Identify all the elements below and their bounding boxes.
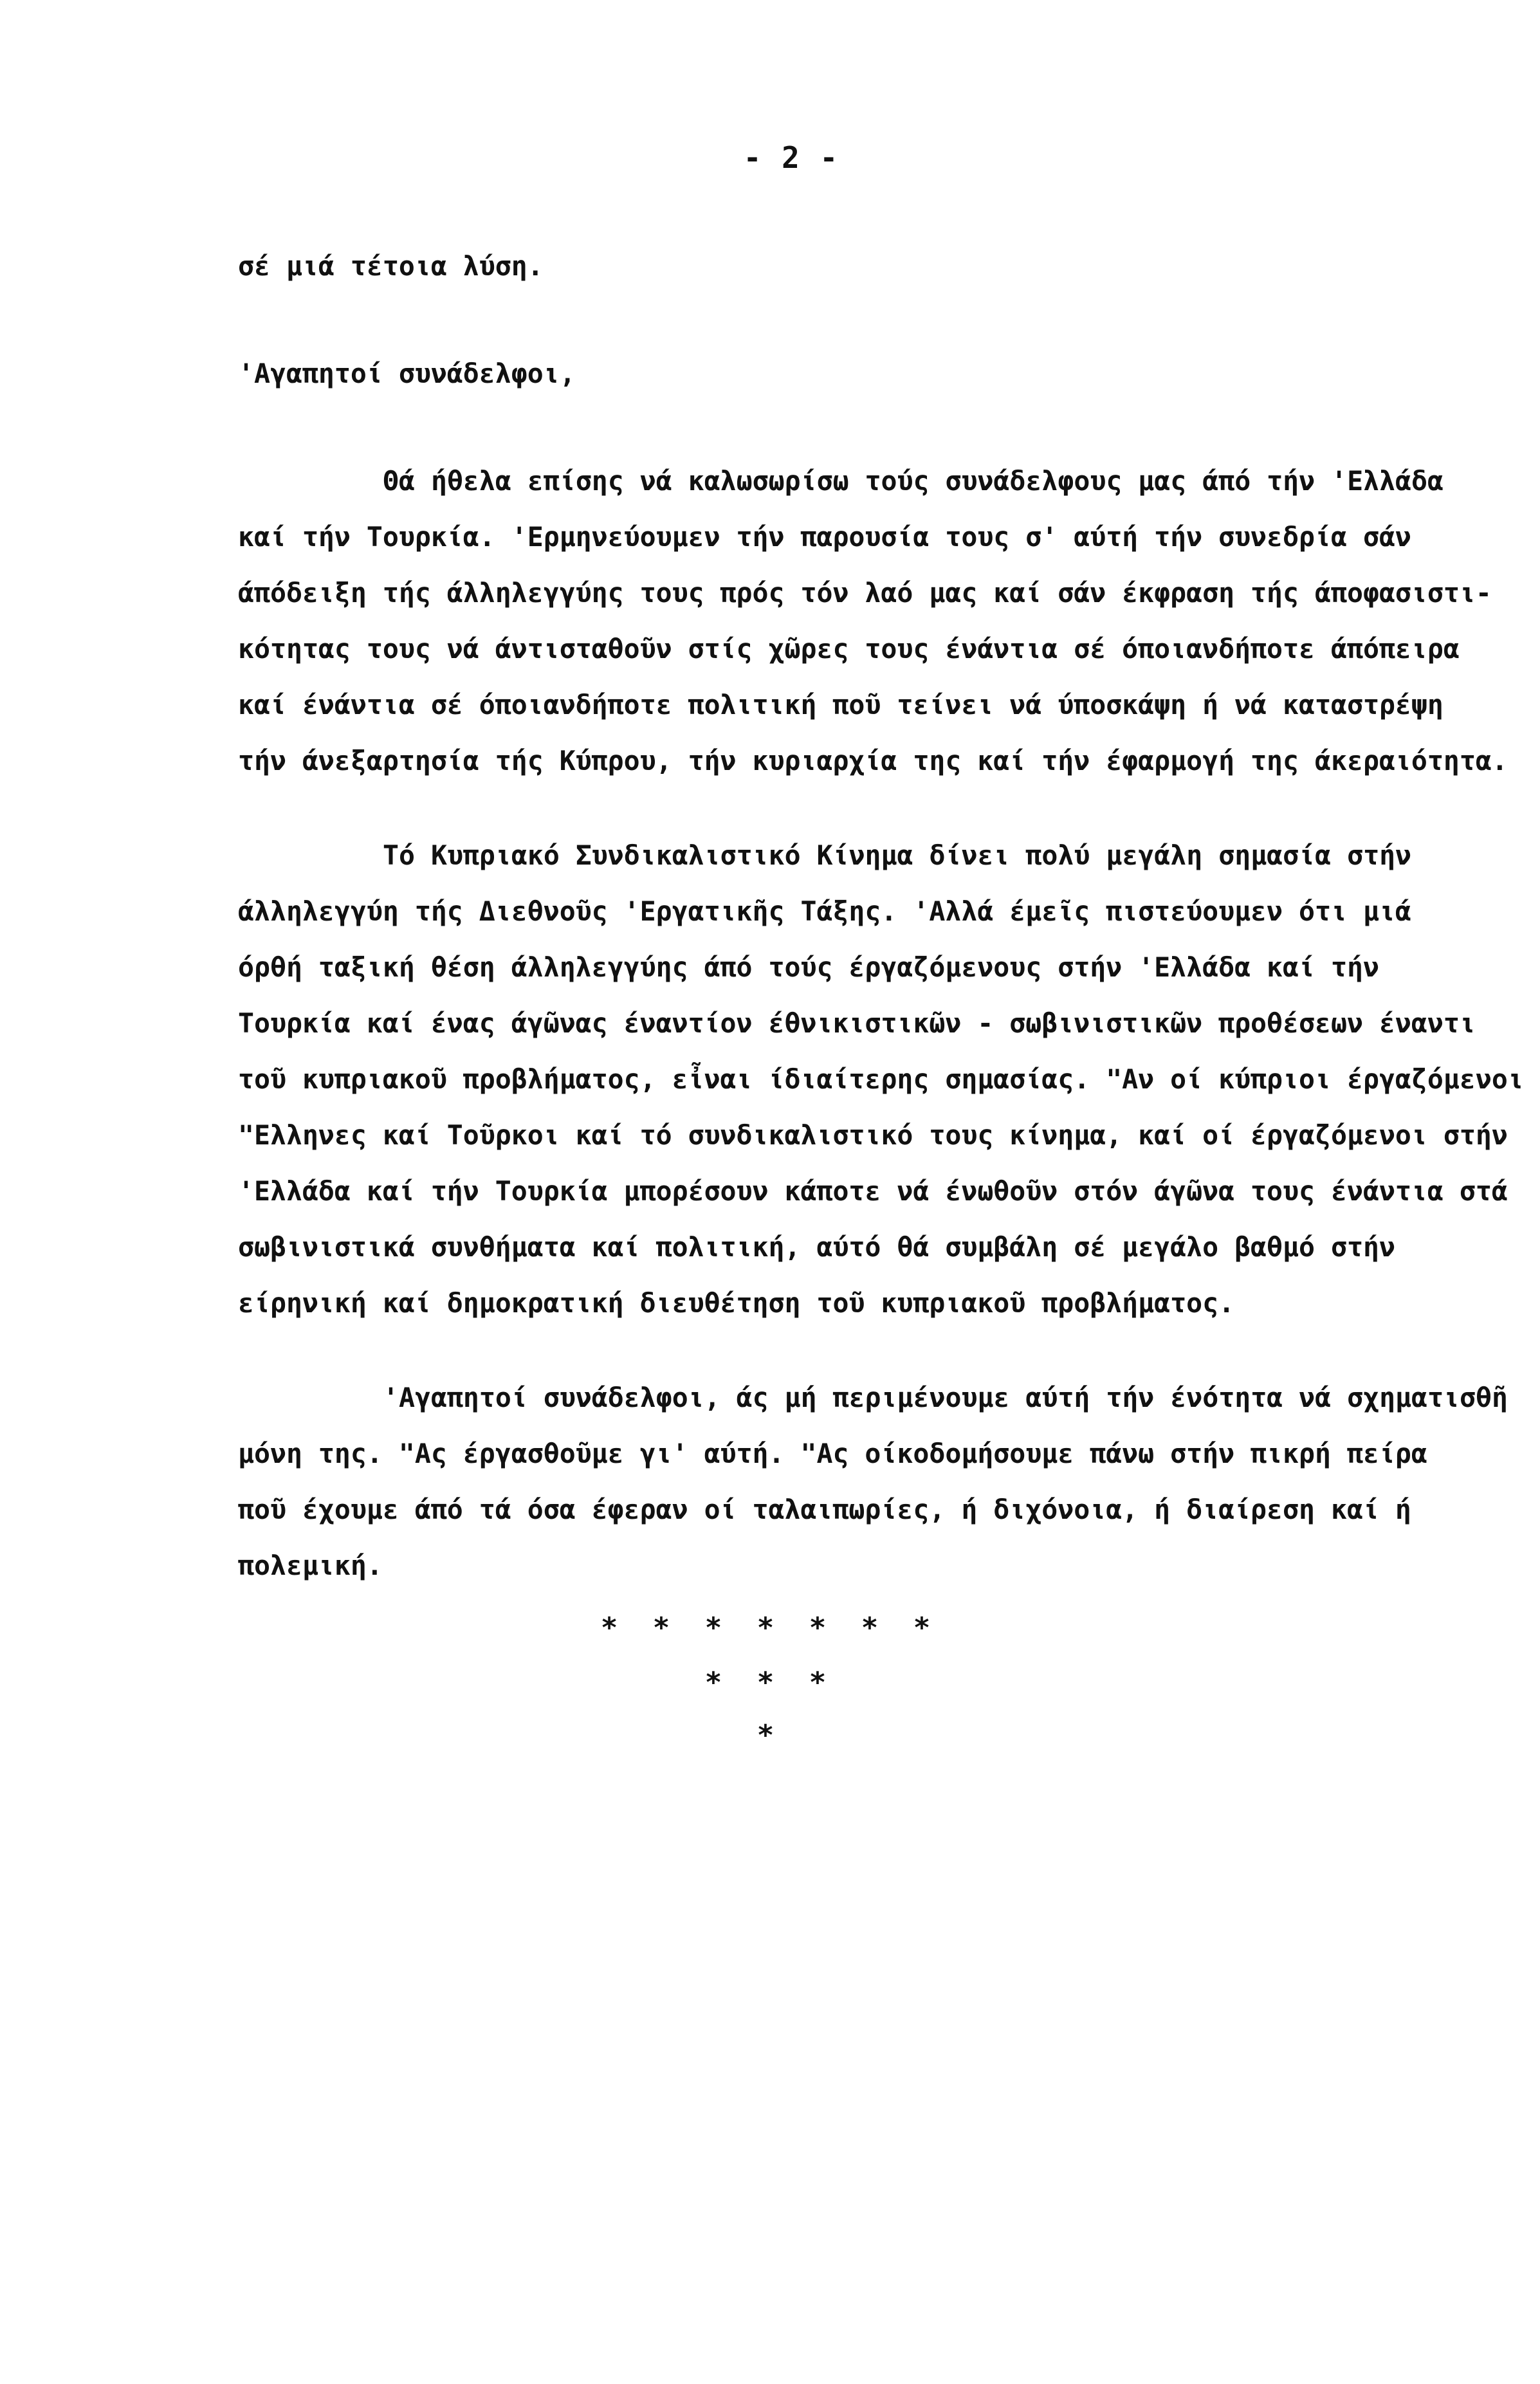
- separator-stars-row-1: * * * * * * *: [600, 1611, 940, 1644]
- salutation: 'Αγαπητοί συνάδελφοι,: [238, 358, 576, 389]
- paragraph-3-line: πολεμική.: [238, 1550, 383, 1581]
- separator-stars-row-3: *: [756, 1719, 784, 1752]
- page-number: - 2 -: [743, 140, 839, 175]
- paragraph-1-line: Θά ήθελα επίσης νά καλωσωρίσω τούς συνάδελφους μας άπό τήν 'Ελλάδα: [383, 465, 1444, 497]
- paragraph-2-line: σωβινιστικά συνθήματα καί πολιτική, αύτό θά συμβάλη σέ μεγάλο βαθμό στήν: [238, 1231, 1395, 1263]
- paragraph-1-line: καί ένάντια σέ όποιανδήποτε πολιτική ποῦ τείνει νά ύποσκάψη ή νά καταστρέψη: [238, 689, 1444, 720]
- paragraph-1-line: κότητας τους νά άντισταθοῦν στίς χῶρες τους ένάντια σέ όποιανδήποτε άπόπειρα: [238, 633, 1460, 665]
- paragraph-3-line: ποῦ έχουμε άπό τά όσα έφεραν οί ταλαιπωρίες, ή διχόνοια, ή διαίρεση καί ή: [238, 1494, 1411, 1525]
- text-line: σέ μιά τέτοια λύση.: [238, 250, 544, 282]
- paragraph-1-line: τήν άνεξαρτησία τής Κύπρου, τήν κυριαρχία της καί τήν έφαρμογή της άκεραιότητα.: [238, 745, 1508, 776]
- paragraph-1-line: άπόδειξη τής άλληλεγγύης τους πρός τόν λαό μας καί σάν έκφραση τής άποφασιστι-: [238, 577, 1492, 609]
- paragraph-2-line: "Ελληνες καί Τοῦρκοι καί τό συνδικαλιστικό τους κίνημα, καί οί έργαζόμενοι στήν: [238, 1119, 1508, 1151]
- paragraph-2-line: Τουρκία καί ένας άγῶνας έναντίον έθνικιστικῶν - σωβινιστικῶν προθέσεων έναντι: [238, 1007, 1476, 1039]
- paragraph-2-line: άλληλεγγύη τής Διεθνοῦς 'Εργατικῆς Τάξης. 'Αλλά έμεῖς πιστεύουμεν ότι μιά: [238, 895, 1411, 927]
- paragraph-2-line: τοῦ κυπριακοῦ προβλήματος, εἶναι ίδιαίτερης σημασίας. "Αν οί κύπριοι έργαζόμενοι: [238, 1063, 1524, 1095]
- paragraph-2-line: όρθή ταξική θέση άλληλεγγύης άπό τούς έργαζόμενους στήν 'Ελλάδα καί τήν: [238, 951, 1379, 983]
- paragraph-3-line: μόνη της. "Ας έργασθοῦμε γι' αύτή. "Ας οίκοδομήσουμε πάνω στήν πικρή πείρα: [238, 1438, 1427, 1469]
- paragraph-3-line: 'Αγαπητοί συνάδελφοι, άς μή περιμένουμε αύτή τήν ένότητα νά σχηματισθῆ: [383, 1382, 1508, 1413]
- separator-stars-row-2: * * *: [704, 1666, 836, 1699]
- paragraph-1-line: καί τήν Τουρκία. 'Ερμηνεύουμεν τήν παρουσία τους σ' αύτή τήν συνεδρία σάν: [238, 521, 1411, 553]
- paragraph-2-line: είρηνική καί δημοκρατική διευθέτηση τοῦ κυπριακοῦ προβλήματος.: [238, 1287, 1235, 1319]
- paragraph-2-line: Τό Κυπριακό Συνδικαλιστικό Κίνημα δίνει πολύ μεγάλη σημασία στήν: [383, 839, 1412, 871]
- document-body: [238, 238, 1524, 1593]
- paragraph-2-line: 'Ελλάδα καί τήν Τουρκία μπορέσουν κάποτε νά ένωθοῦν στόν άγῶνα τους ένάντια στά: [238, 1175, 1508, 1207]
